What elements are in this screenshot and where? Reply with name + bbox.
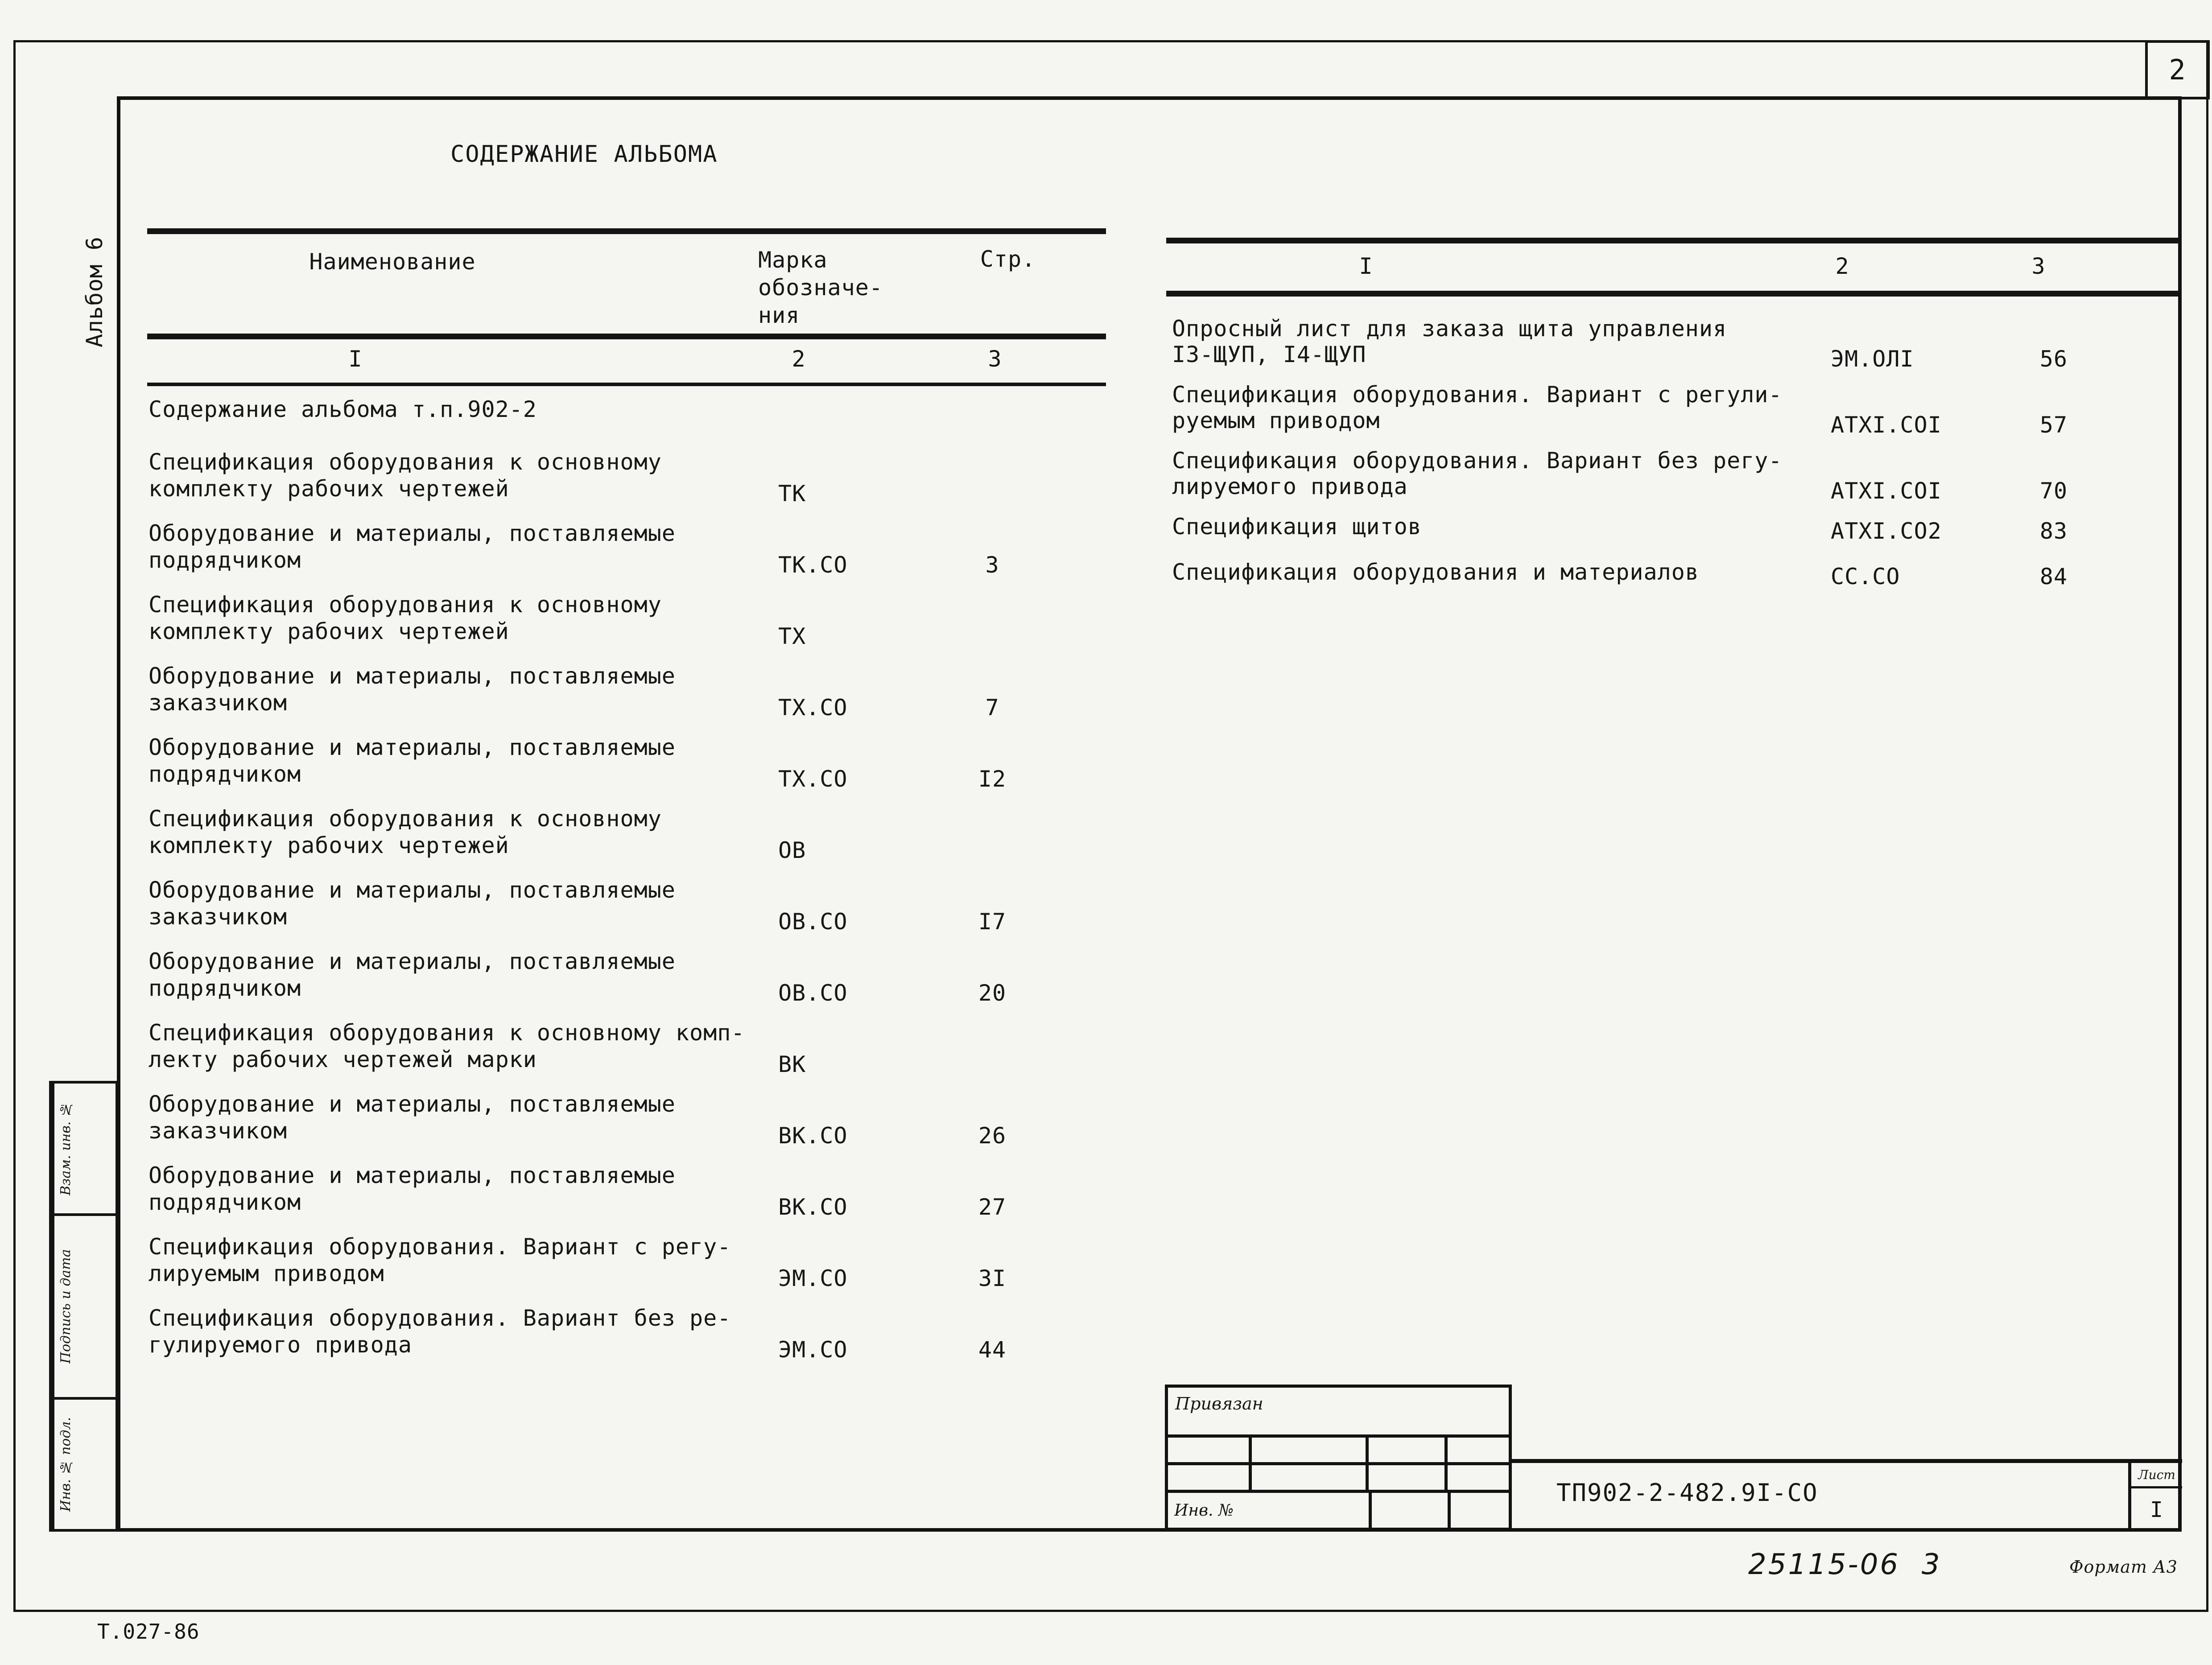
page-number-box	[2145, 40, 2210, 99]
title-block-grid-row	[1168, 1438, 1509, 1465]
row-page: 3I	[978, 1265, 1007, 1291]
left-table-header-mark: Марка обозначе- ния	[758, 247, 883, 328]
row-page: 3	[985, 552, 999, 578]
grid-cell	[1369, 1438, 1448, 1462]
row-mark: АТХI.СО2	[1831, 518, 1942, 544]
row-mark: АТХI.СОI	[1831, 478, 1942, 504]
row-title: Спецификация оборудования к основному комплекту рабочих чертежей	[149, 449, 662, 502]
row-mark: ЭМ.ОЛI	[1831, 346, 1914, 372]
row-page: 7	[985, 695, 999, 721]
stamp-label-vzam-inv: Взам. инв. №	[52, 1084, 77, 1213]
row-mark: ТК.СО	[778, 552, 848, 578]
toc-row	[149, 1091, 1106, 1149]
grid-cell	[1372, 1493, 1451, 1528]
toc-row	[149, 805, 1106, 863]
album-label: Альбом 6	[82, 236, 107, 348]
left-table-colnum-rule	[147, 383, 1106, 386]
sheet-cell-value: I	[2150, 1497, 2163, 1522]
grid-cell	[1448, 1465, 1509, 1490]
left-table-header-page: Стр.	[980, 246, 1036, 272]
row-page: 70	[2039, 478, 2068, 504]
row-mark: ВК.СО	[778, 1123, 848, 1149]
toc-row	[149, 520, 1106, 578]
title-block-binding-row	[1168, 1388, 1509, 1438]
row-mark: ОВ.СО	[778, 909, 848, 935]
toc-row	[1172, 382, 2179, 438]
left-table-colnum-3: 3	[988, 346, 1002, 372]
right-table-colnum-2: 2	[1835, 253, 1849, 279]
stamp-box-podpis-data	[49, 1213, 118, 1400]
row-mark: ВК.СО	[778, 1194, 848, 1220]
left-table-header-rule	[147, 334, 1106, 339]
toc-row	[149, 1233, 1106, 1291]
row-page: 83	[2039, 518, 2068, 544]
row-title: Спецификация оборудования. Вариант с регули- руемым приводом	[1172, 382, 1783, 433]
toc-row	[1172, 448, 2179, 504]
archive-stamp-number: 25115-06 3	[1748, 1548, 1942, 1581]
toc-row	[149, 591, 1106, 649]
page-title: СОДЕРЖАНИЕ АЛЬБОМА	[450, 141, 718, 168]
stamp-box-vzam-inv	[49, 1081, 118, 1216]
row-page: 44	[978, 1337, 1007, 1363]
left-table-colnum-1: I	[348, 346, 363, 372]
toc-row	[1172, 316, 2179, 372]
toc-row	[149, 1019, 1106, 1077]
row-mark: СС.СО	[1831, 564, 1900, 589]
row-title: Оборудование и материалы, поставляемые подрядчиком	[149, 520, 676, 573]
row-title: Оборудование и материалы, поставляемые подрядчиком	[149, 948, 676, 1001]
row-page: I2	[978, 766, 1007, 792]
row-page: 26	[978, 1123, 1007, 1149]
row-title: Спецификация оборудования. Вариант без ре- гулируемого привода	[149, 1305, 731, 1358]
left-table-colnum-2: 2	[792, 346, 806, 372]
toc-row	[149, 948, 1106, 1006]
row-title: Спецификация щитов	[1172, 514, 1422, 540]
toc-row	[1172, 514, 2179, 544]
right-table-colnum-1: I	[1359, 253, 1373, 279]
row-mark: ТХ	[778, 623, 806, 649]
row-mark: ТК	[778, 481, 806, 507]
toc-row	[149, 877, 1106, 935]
row-title: Оборудование и материалы, поставляемые заказчиком	[149, 1091, 676, 1144]
stamp-cell-empty	[77, 1400, 116, 1529]
row-title: Спецификация оборудования. Вариант с регу- лируемым приводом	[149, 1234, 731, 1286]
row-title: Содержание альбома т.п.902-2	[149, 396, 537, 422]
row-mark: ВК	[778, 1051, 806, 1077]
grid-cell	[1252, 1438, 1369, 1462]
row-page: 57	[2039, 412, 2068, 438]
row-page: 56	[2039, 346, 2068, 372]
grid-cell	[1168, 1438, 1252, 1462]
toc-row	[149, 449, 1106, 507]
grid-cell	[1369, 1465, 1448, 1490]
grid-cell	[1448, 1438, 1509, 1462]
stamp-cell-empty	[77, 1084, 116, 1213]
sheet-cell	[2128, 1459, 2182, 1531]
stamp-box-inv-podl	[49, 1397, 118, 1532]
row-title: Спецификация оборудования. Вариант без регу- лируемого привода	[1172, 448, 1783, 499]
document-number: ТП902-2-482.9I-СО	[1556, 1479, 1818, 1507]
left-table-header-name: Наименование	[309, 249, 476, 275]
toc-row	[149, 1305, 1106, 1363]
left-table-rows	[149, 396, 1106, 1376]
row-title: Спецификация оборудования к основному комплекту рабочих чертежей	[149, 592, 662, 644]
row-title: Оборудование и материалы, поставляемые заказчиком	[149, 663, 676, 716]
row-mark: АТХI.СОI	[1831, 412, 1942, 438]
stamp-cell-empty	[77, 1216, 116, 1397]
row-page: 27	[978, 1194, 1007, 1220]
grid-cell	[1252, 1465, 1369, 1490]
row-title: Оборудование и материалы, поставляемые подрядчиком	[149, 1162, 676, 1215]
row-title: Спецификация оборудования к основному комплекту рабочих чертежей	[149, 806, 662, 858]
row-title: Оборудование и материалы, поставляемые заказчиком	[149, 877, 676, 930]
right-table-colnum-3: 3	[2031, 253, 2046, 279]
row-page: 84	[2039, 564, 2068, 589]
stamp-label-inv-podl: Инв. № подл.	[52, 1400, 77, 1529]
toc-row	[149, 1162, 1106, 1220]
binding-label: Привязан	[1175, 1394, 1263, 1414]
toc-row	[149, 663, 1106, 721]
grid-cell	[1451, 1493, 1509, 1528]
left-table-top-rule	[147, 228, 1106, 234]
row-mark: ОВ.СО	[778, 980, 848, 1006]
row-page: 20	[978, 980, 1007, 1006]
page-number: 2	[2169, 54, 2186, 86]
form-code: Т.027-86	[97, 1620, 200, 1644]
right-table-top-rule	[1166, 238, 2179, 243]
row-mark: ОВ	[778, 837, 806, 863]
right-table-header-rule	[1166, 291, 2179, 297]
row-page: I7	[978, 909, 1007, 935]
row-title: Опросный лист для заказа щита управления I3-ЩУП, I4-ЩУП	[1172, 316, 1727, 367]
toc-row	[149, 734, 1106, 792]
toc-row	[1172, 559, 2179, 589]
toc-row	[149, 396, 1106, 423]
stamp-label-podpis-data: Подпись и дата	[52, 1216, 77, 1397]
row-title: Оборудование и материалы, поставляемые подрядчиком	[149, 734, 676, 787]
row-mark: ТХ.СО	[778, 766, 848, 792]
grid-cell	[1168, 1465, 1252, 1490]
format-label: Формат А3	[2069, 1557, 2178, 1577]
inventory-label: Инв. №	[1168, 1493, 1372, 1528]
sheet-cell-label: Лист	[2131, 1463, 2182, 1488]
row-mark: ЭМ.СО	[778, 1337, 848, 1363]
title-block-inventory-row	[1168, 1493, 1509, 1528]
title-block-grid	[1165, 1385, 1512, 1531]
row-title: Спецификация оборудования к основному комп- лекту рабочих чертежей марки	[149, 1020, 745, 1072]
title-block-grid-row	[1168, 1465, 1509, 1493]
row-title: Спецификация оборудования и материалов	[1172, 559, 1699, 585]
right-table-rows	[1172, 316, 2179, 605]
row-mark: ЭМ.СО	[778, 1265, 848, 1291]
row-mark: ТХ.СО	[778, 695, 848, 721]
